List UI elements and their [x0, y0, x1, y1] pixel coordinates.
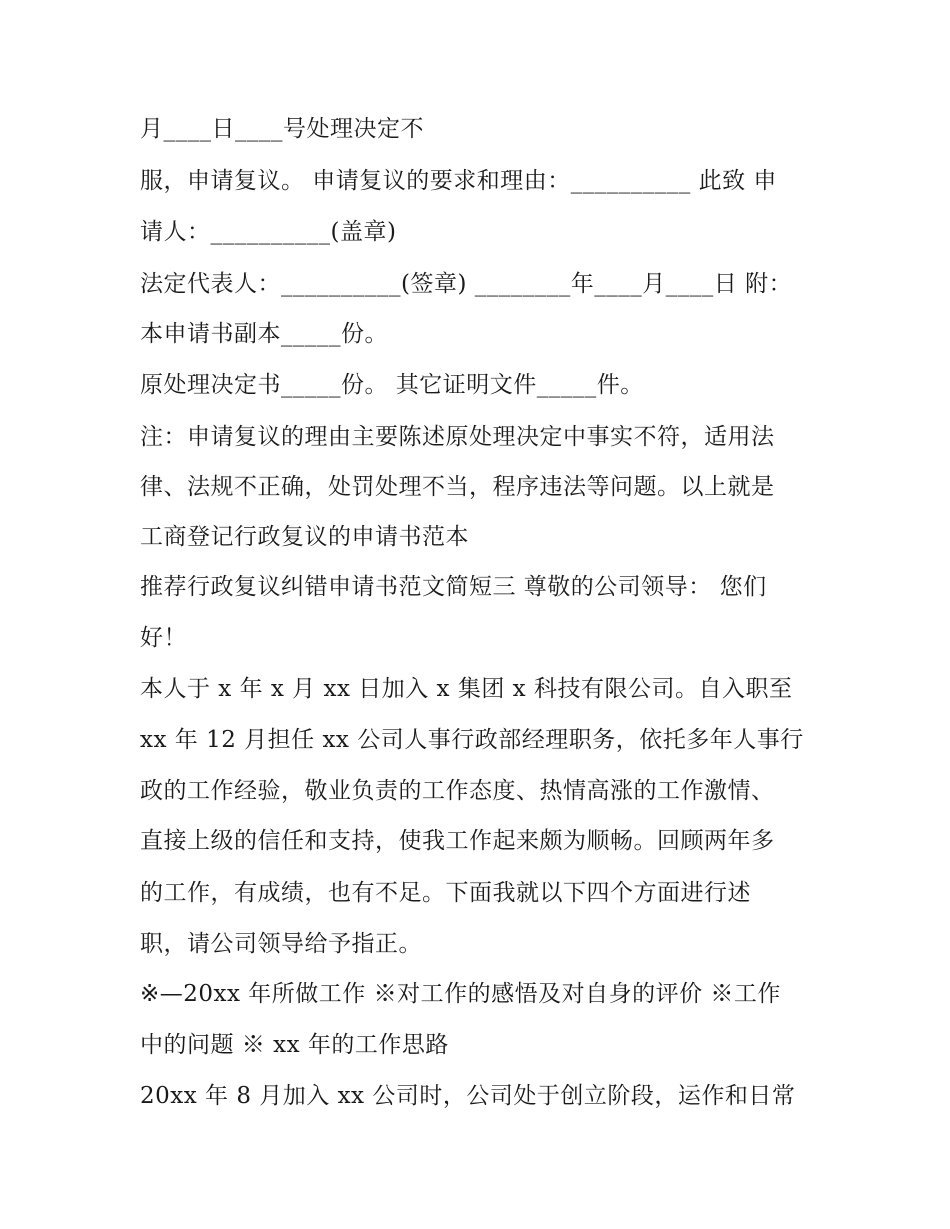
text-line: 20xx 年 8 月加入 xx 公司时，公司处于创立阶段，运作和日常: [140, 1083, 796, 1109]
text-line: 好！: [140, 625, 187, 651]
text-line: 推荐行政复议纠错申请书范文简短三 尊敬的公司领导： 您们: [140, 574, 767, 600]
text-line: 月____日____号处理决定不: [140, 116, 424, 142]
text-line: 请人：__________(盖章): [140, 219, 397, 245]
text-line: 工商登记行政复议的申请书范本: [140, 524, 469, 550]
text-line: 职，请公司领导给予指正。: [140, 931, 422, 957]
text-line: xx 年 12 月担任 xx 公司人事行政部经理职务，依托多年人事行: [140, 727, 804, 753]
text-line: 律、法规不正确，处罚处理不当，程序违法等问题。以上就是: [140, 474, 775, 500]
text-line: 中的问题 ※ xx 年的工作思路: [140, 1032, 449, 1058]
text-line: 法定代表人：__________(签章) ________年____月____日 附：: [140, 271, 793, 297]
text-line: ※—20xx 年所做工作 ※对工作的感悟及对自身的评价 ※工作: [140, 981, 781, 1007]
text-line: 本人于 x 年 x 月 xx 日加入 x 集团 x 科技有限公司。自入职至: [140, 676, 793, 702]
text-line: 的工作，有成绩，也有不足。下面我就以下四个方面进行述: [140, 880, 751, 906]
text-line: 政的工作经验，敬业负责的工作态度、热情高涨的工作激情、: [140, 778, 775, 804]
text-line: 原处理决定书_____份。 其它证明文件_____件。: [140, 372, 644, 398]
text-line: 注：申请复议的理由主要陈述原处理决定中事实不符，适用法: [140, 424, 775, 450]
text-line: 服，申请复议。 申请复议的要求和理由：__________ 此致 申: [140, 168, 777, 194]
text-line: 本申请书副本_____份。: [140, 321, 388, 347]
text-line: 直接上级的信任和支持，使我工作起来颇为顺畅。回顾两年多: [140, 828, 775, 854]
